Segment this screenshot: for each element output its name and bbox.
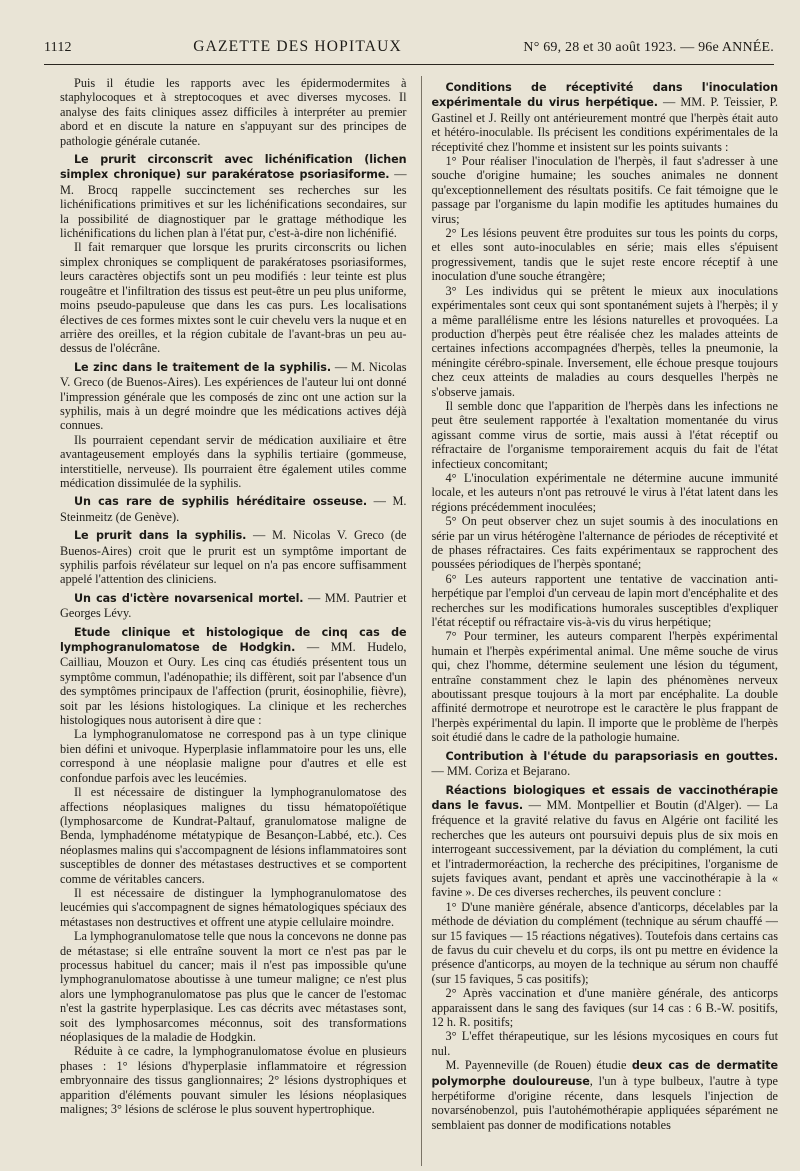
paragraph: [60, 433, 407, 491]
paragraph-text: — MM. Hudelo, Cailliau, Mouzon et Oury. Les cinq cas étudiés présentent tous un symptôme commun, l'adénopathie; ils diffèrent, soit par l'absence d'un des symptômes principaux de l'affection (prurit, éosinophilie, fièvre), soit par les lésions histologiques. La clinique et les recherches histologiques nous autorisent à dire que :: [60, 640, 407, 728]
paragraph: [432, 1029, 779, 1058]
right-column: [421, 76, 779, 1166]
section-heading: Un cas d'ictère novarsenical mortel.: [74, 591, 304, 605]
section-heading: deux cas de dermatite polymorphe douloureuse: [431, 1059, 778, 1088]
paragraph-text: La lymphogranulomatose ne correspond pas à un type clinique bien défini et univoque. Hyperplasie inflammatoire pour les uns, elle correspond à une néoplasie maligne pour d'autres et elle est confondue parfois avec les leucémies.: [60, 727, 407, 785]
paragraph-text: 5° On peut observer chez un sujet soumis à des inoculations en série par un virus hétérogène l'alternance de périodes de réceptivité et de phases réfractaires. Ces faits expérimentaux se rapprochent des poussées périodiques de l'herpès spontané;: [431, 514, 778, 572]
paragraph: [432, 783, 779, 900]
section-heading: Le zinc dans le traitement de la syphilis.: [74, 360, 331, 374]
header-rule: [44, 64, 774, 65]
paragraph-text: Il est nécessaire de distinguer la lymphogranulomatose des affections néoplasiques malignes du tissu hématopoïétique (lymphosarcome de Kundrat-Paltauf, granulomatose maligne de Benda, lymphadénome métatypique de Besançon-Labbé, etc.). Ces néoplasmes malins qui s'accompagnent de lésions inflammatoires sont susceptibles de donner des métastases destructives et se comportent comme de véritables cancers.: [60, 785, 407, 886]
section-heading: Un cas rare de syphilis héréditaire osseuse.: [74, 495, 368, 509]
paragraph-text: 4° L'inoculation expérimentale ne détermine aucune immunité locale, et les auteurs n'ont pas retrouvé le virus à l'état latent dans les régions précédemment inoculées;: [431, 470, 778, 514]
paragraph: [60, 494, 407, 524]
section-heading: Le prurit circonscrit avec lichénification (lichen simplex chronique) sur parakératose psoriasiforme.: [60, 153, 407, 182]
paragraph-text: Il est nécessaire de distinguer la lymphogranulomatose des leucémies qui s'accompagnent de signes hématologiques spéciaux des métastases non destructives et offrent une atypie cellulaire moindre.: [60, 885, 407, 929]
paragraph: [432, 629, 779, 744]
journal-title: GAZETTE DES HOPITAUX: [193, 38, 402, 55]
paragraph-text: — M. Steinmeitz (de Genève).: [60, 494, 407, 524]
paragraph-text: 1° Pour réaliser l'inoculation de l'herpès, il faut s'adresser à une souche d'origine humaine; les souches animales ne donnent qu'exceptionnellement des résultats positifs. Ce fait témoigne que le passage par l'organisme du lapin modifie les aptitudes humaines du virus;: [431, 154, 778, 226]
paragraph: [432, 749, 779, 779]
paragraph-text: Il semble donc que l'apparition de l'herpès dans les infections ne peut être seulement rapportée à l'exaltation momentanée du virus agissant comme virus de sortie, mais aussi à l'état réceptif ou réfractaire de l'organisme temporairement acquis du fait de l'état infectieux concomitant;: [431, 398, 778, 471]
section-heading: Conditions de réceptivité dans l'inoculation expérimentale du virus herpétique.: [431, 81, 778, 110]
columns: [60, 76, 778, 1166]
paragraph-text: Réduite à ce cadre, la lymphogranulomatose évolue en plusieurs phases : 1° lésions d'hyperplasie inflammatoire et régression embryonnaire des tissus ganglionnaires; 2° lésions dystrophiques et apparition d'éléments pouvant simuler les lésions néoplasiques malignes; 3° lésions de sclérose le plus souvent hypertrophique.: [60, 1044, 407, 1117]
paragraph-text: Puis il étudie les rapports avec les épidermodermites à staphylocoques et à streptocoques et avec diverses mycoses. Il analyse des faits cliniques assez difficiles à interpréter au premier abord et en discute la nature en s'appuyant sur des principes de pathologie générale cutanée.: [60, 76, 407, 148]
paragraph: [432, 986, 779, 1029]
paragraph: [432, 1058, 779, 1132]
section-heading: Contribution à l'étude du parapsoriasis en gouttes.: [445, 749, 778, 763]
paragraph-text: — MM. Pautrier et Georges Lévy.: [60, 590, 407, 621]
paragraph: [60, 360, 407, 433]
paragraph-text: — M. Brocq rappelle succinctement ses recherches sur les lichénifications primitives et sur les lichénifications secondaires, sur la possibilité de diagnostiquer par le grattage méthodique les lichénifications du lichen plan à l'état pur, c'est-à-dire non lichénifié.: [60, 167, 407, 241]
paragraph: [60, 240, 407, 355]
page-number: 1112: [44, 40, 72, 55]
paragraph-text: — MM. Coriza et Bejarano.: [431, 764, 571, 779]
paragraph: [60, 76, 407, 148]
paragraph: [432, 399, 779, 471]
paragraph: [432, 80, 779, 154]
paragraph: [60, 152, 407, 240]
paragraph-text: La lymphogranulomatose telle que nous la concevons ne donne pas de métastase; si elle entraîne souvent la mort ce n'est pas par le processus habituel du cancer; mais il n'est pas impossible qu'une lymphogranulomatose aboutisse à une tumeur maligne; ce n'est plus alors une lymphogranulomatose pas plus que le cancer de l'estomac n'est la gastrite hyperplasique. Les cas décrits avec métastases sont, soit des lymphosarcomes méconnus, soit des transformations néoplasiques de la maladie de Hodgkin.: [60, 929, 407, 1044]
paragraph-text: 7° Pour terminer, les auteurs comparent l'herpès expérimental humain et l'herpès expérimental animal. Une même souche de virus qui, chez l'homme, détermine seulement une lésion du tégument, entraîne constamment chez le lapin des phénomènes nerveux aboutissant presque toujours à la mort par encéphalite. La double affinité dermotrope et neurotrope est le caractère le plus frappant de l'herpès expérimental du lapin. Il importe que le problème de l'herpès soit étudié dans le cadre de la pathologie humaine.: [431, 629, 778, 745]
paragraph: [432, 154, 779, 226]
paragraph: [60, 625, 407, 728]
paragraph-text: 1° D'une manière générale, absence d'anticorps, décelables par la méthode de déviation du complément (technique au sérum chauffé — sur 15 faviques — 15 réactions négatives). Toutefois dans certains cas de favus du cuir chevelu et du corps, ils ont pu mettre en évidence la présence d'anticorps, au moyen de la technique au sérum non chauffé (sur 15 faviques, 5 cas positifs);: [431, 899, 778, 986]
section-heading: Réactions biologiques et essais de vaccinothérapie dans le favus.: [431, 783, 778, 812]
left-column: [60, 76, 407, 1166]
paragraph-text: — M. Nicolas V. Greco (de Buenos-Aires). Les expériences de l'auteur lui ont donné l'impression générale que les composés de zinc ont une action sur la syphilis, mais à un degré moindre que les médications actives déjà connues.: [60, 359, 407, 433]
page-header: [44, 38, 774, 62]
paragraph: [60, 785, 407, 886]
paragraph: [60, 727, 407, 785]
paragraph-text: 3° Les individus qui se prêtent le mieux aux inoculations expérimentales sont ceux qui sont spontanément sujets à l'herpès; il y a même parallélisme entre les lésions naturelles et provoquées. La production d'herpès peut être réalisée chez les malades atteints de certaines infections accompagnées d'herpès, telles la pneumonie, la méningite cérébro-spinale. Inversement, elle échoue presque toujours chez ceux atteints de maladies au cours desquelles l'herpès ne s'observe jamais.: [431, 283, 778, 399]
section-heading: Le prurit dans la syphilis.: [74, 529, 247, 543]
paragraph-text: — MM. Montpellier et Boutin (d'Alger). — La fréquence et la gravité relative du favus en Algérie ont facilité les recherches que les auteurs ont poursuivi depuis plus de six mois en interrogeant successivement, par la déviation du complément, la cuti et l'intradermoréaction, la recherche des précipitines, l'organisme de sujets faviques avant, pendant et après une vaccinothérapie à la « favine ». De ces diverses recherches, ils peuvent conclure :: [431, 797, 778, 900]
paragraph-text: — MM. P. Teissier, P. Gastinel et J. Reilly ont antérieurement montré que l'herpès était auto et hétéro-inoculable. Ils précisent les conditions expérimentales de la réceptivité chez l'homme et insistent sur les points suivants :: [431, 95, 778, 154]
paragraph-text: Il fait remarquer que lorsque les prurits circonscrits ou lichen simplex chroniques se compliquent de parakératoses psoriasiformes, leurs caractères objectifs sont un peu modifiés : leur teinte est plus rougeâtre et l'infiltration des tissus est peut-être un peu plus uniforme, moins pseudo-papuleuse que dans les cas purs. Les localisations électives de ces formes mixtes sont le cuir chevelu vers la nuque et en arrière des oreilles, et la région cubitale de l'avant-bras un peu au-dessus de l'olécrâne.: [60, 240, 407, 356]
paragraph-text: 3° L'effet thérapeutique, sur les lésions mycosiques en cours fut nul.: [431, 1029, 778, 1058]
paragraph: [432, 471, 779, 514]
section-heading: Etude clinique et histologique de cinq cas de lymphogranulomatose de Hodgkin.: [60, 625, 407, 655]
paragraph: [432, 284, 779, 399]
paragraph-text: 2° Les lésions peuvent être produites sur tous les points du corps, et elles sont auto-inoculables en série; mais elles s'épuisent progressivement, tandis que le sujet reste encore réceptif à une inoculation d'une souche étrangère;: [431, 226, 778, 284]
paragraph: [432, 514, 779, 572]
paragraph: [432, 226, 779, 284]
paragraph-text: — M. Nicolas V. Greco (de Buenos-Aires) croit que le prurit est un symptôme important de syphilis parfois révélateur sur lequel on n'a pas encore suffisamment appelé l'attention des cliniciens.: [60, 528, 407, 587]
paragraph-text: 2° Après vaccination et d'une manière générale, des anticorps apparaissent dans le sang des faviques (sur 14 cas : 6 B.-W. positifs, 12 h. R. positifs;: [431, 986, 778, 1029]
paragraph-text: 6° Les auteurs rapportent une tentative de vaccination anti-herpétique par l'emploi d'un cerveau de lapin mort d'encéphalite et des recherches sur les modifications humorales susceptibles d'expliquer l'état réceptif ou réfractaire vis-à-vis du virus herpétique;: [431, 571, 778, 630]
paragraph: [60, 528, 407, 587]
paragraph-text: Ils pourraient cependant servir de médication auxiliaire et être avantageusement employés dans la syphilis tertiaire (gommeuse, interstitielle, nerveuse). Ils pourraient être également utiles comme médication dissimulée de la syphilis.: [60, 432, 407, 490]
paragraph: [60, 886, 407, 929]
paragraph-text: M. Payenneville (de Rouen) étudie: [445, 1058, 632, 1073]
paragraph: [432, 572, 779, 630]
paragraph: [60, 1044, 407, 1116]
paragraph: [60, 591, 407, 621]
paragraph: [432, 900, 779, 986]
paragraph-text: , l'un à type bulbeux, l'autre à type herpétiforme d'origine récente, dans lesquels l'injection de novarsénobenzol, puis l'autohémothérapie appliquées séparément ne semblaient pas donner de modifications notables: [431, 1073, 778, 1132]
issue-info: N° 69, 28 et 30 août 1923. — 96e ANNÉE.: [523, 40, 774, 55]
paragraph: [60, 929, 407, 1044]
